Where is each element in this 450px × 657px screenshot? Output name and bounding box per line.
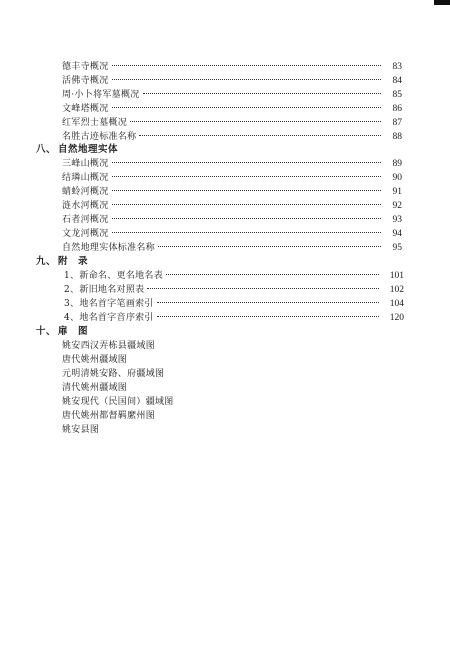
toc-entry-page: 83 (392, 62, 402, 72)
toc-entry[interactable] (62, 88, 402, 102)
toc-entry-page: 88 (392, 132, 402, 142)
dot-leader (130, 121, 381, 122)
dot-leader (112, 176, 381, 177)
dot-leader (158, 246, 381, 247)
toc-entry-label: 文龙河概况 (62, 229, 109, 239)
toc-entry[interactable] (64, 297, 404, 311)
section-heading (36, 255, 88, 269)
dot-leader (112, 204, 381, 205)
toc-entry[interactable] (62, 171, 402, 185)
section-number: 十、 (36, 326, 57, 337)
dot-leader (112, 232, 381, 233)
toc-entry[interactable] (62, 227, 402, 241)
toc-entry[interactable] (62, 199, 402, 213)
toc-entry-label: 3、地名首字笔画索引 (64, 299, 154, 309)
toc-entry-label: 德丰寺概况 (62, 62, 109, 72)
toc-entry-page: 120 (389, 313, 404, 323)
toc-entry[interactable] (62, 130, 402, 144)
dot-leader (112, 162, 381, 163)
section-number: 八、 (36, 144, 57, 155)
toc-entry-label: 4、地名首字音序索引 (64, 313, 154, 323)
map-list-item[interactable]: 唐代姚州疆域图 (62, 355, 128, 365)
toc-entry[interactable] (64, 283, 404, 297)
dot-leader (112, 218, 381, 219)
toc-entry[interactable] (62, 60, 402, 74)
toc-entry-label: 结璘山概况 (62, 173, 109, 183)
toc-entry[interactable] (62, 116, 402, 130)
section-title: 扉 图 (58, 326, 89, 337)
toc-entry-label: 石者河概况 (62, 215, 109, 225)
dot-leader (157, 302, 379, 303)
toc-entry-label: 活佛寺概况 (62, 76, 109, 86)
section-title: 自然地理实体 (58, 144, 119, 155)
toc-entry-page: 84 (392, 76, 402, 86)
toc-entry-page: 104 (389, 299, 404, 309)
toc-entry-label: 自然地理实体标准名称 (62, 243, 156, 253)
dot-leader (143, 93, 381, 94)
toc-entry-label: 名胜古迹标准名称 (62, 132, 137, 142)
dot-leader (166, 274, 379, 275)
toc-entry-label: 文峰塔概况 (62, 104, 109, 114)
toc-entry-label: 1、新命名、更名地名表 (64, 271, 164, 281)
toc-entry-page: 90 (392, 173, 402, 183)
dot-leader (139, 135, 381, 136)
toc-entry-page: 102 (389, 285, 404, 295)
toc-entry-page: 91 (392, 187, 402, 197)
map-list-item[interactable]: 清代姚州疆域图 (62, 383, 128, 393)
toc-entry[interactable] (62, 102, 402, 116)
toc-entry-label: 红军烈士墓概况 (62, 118, 128, 128)
toc-entry-page: 94 (392, 229, 402, 239)
dot-leader (147, 288, 379, 289)
toc-entry[interactable] (62, 74, 402, 88)
map-list-item[interactable]: 姚安西汉弄栋县疆域图 (62, 341, 156, 351)
toc-entry[interactable] (62, 185, 402, 199)
map-list-item[interactable]: 姚安县图 (62, 425, 100, 435)
toc-entry-page: 92 (392, 201, 402, 211)
map-list-item[interactable]: 姚安现代（民国间）疆域图 (62, 397, 174, 407)
section-heading (36, 325, 88, 339)
toc-entry-page: 87 (392, 118, 402, 128)
dot-leader (157, 316, 379, 317)
toc-entry-page: 86 (392, 104, 402, 114)
toc-entry-label: 涟水河概况 (62, 201, 109, 211)
section-title: 附 录 (58, 256, 89, 267)
toc-entry-page: 89 (392, 159, 402, 169)
map-list-item[interactable]: 唐代姚州都督羁縻州图 (62, 411, 156, 421)
toc-entry-label: 2、新旧地名对照表 (64, 285, 145, 295)
toc-entry-page: 93 (392, 215, 402, 225)
dot-leader (112, 107, 381, 108)
toc-entry-page: 85 (392, 90, 402, 100)
dot-leader (112, 190, 381, 191)
toc-entry-page: 95 (392, 243, 402, 253)
toc-entry-label: 三峰山概况 (62, 159, 109, 169)
toc-entry-page: 101 (389, 271, 404, 281)
map-list-item[interactable]: 元明清姚安路、府疆域图 (62, 369, 165, 379)
toc-entry-label: 周·小卜将军墓概况 (62, 90, 140, 100)
scan-edge-mark (434, 0, 450, 5)
toc-entry-label: 蜻蛉河概况 (62, 187, 109, 197)
toc-entry[interactable] (64, 311, 404, 325)
section-heading (36, 143, 118, 157)
dot-leader (112, 65, 381, 66)
section-number: 九、 (36, 256, 57, 267)
dot-leader (112, 79, 381, 80)
toc-entry[interactable] (64, 269, 404, 283)
toc-entry[interactable] (62, 213, 402, 227)
toc-entry[interactable] (62, 241, 402, 255)
toc-entry[interactable] (62, 157, 402, 171)
